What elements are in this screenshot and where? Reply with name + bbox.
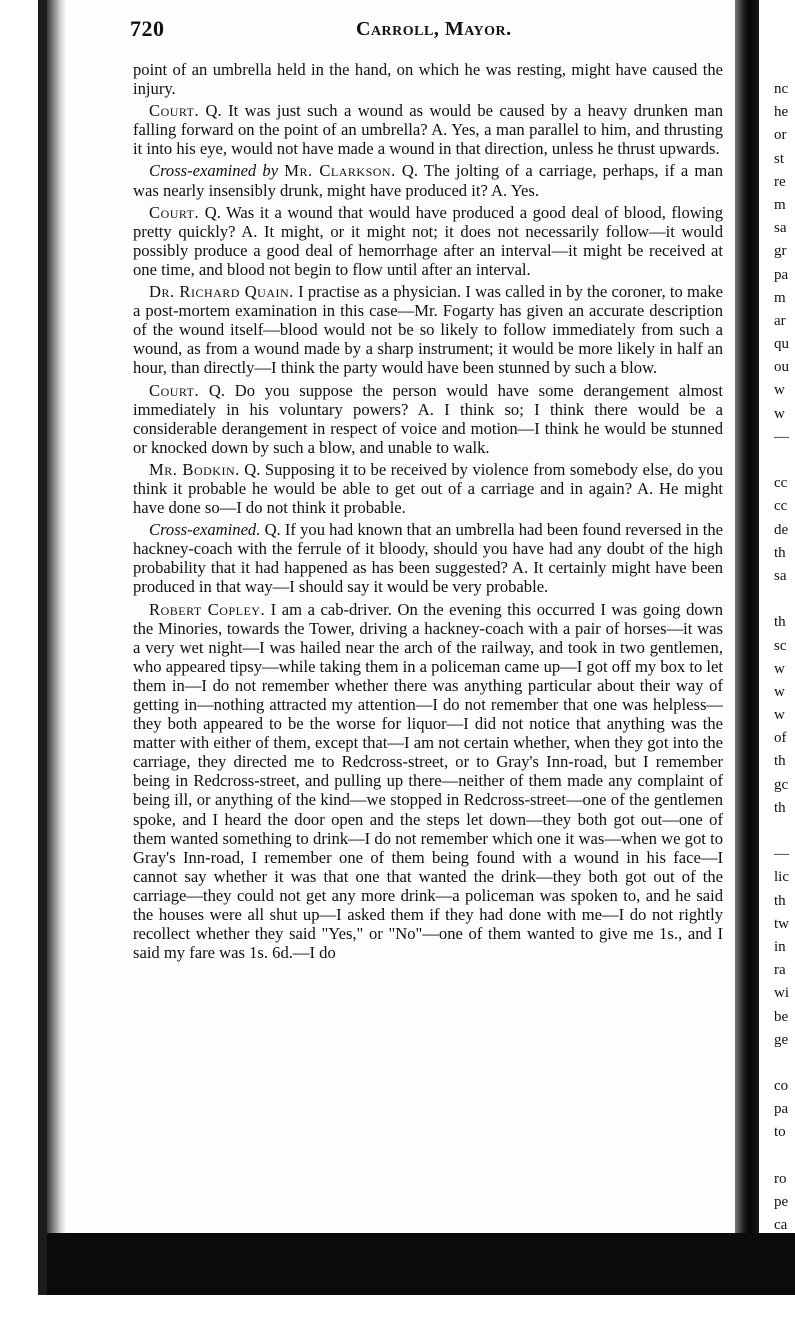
paragraph [133, 600, 723, 963]
paragraph-text: Q. Do you suppose the person would have some derangement almost immediately in his voluntary powers? A. I think so; I think there would be a considerable derangement in respect of voice and motion—I think he would be stunned or knocked down by such a blow, and unable to walk. [133, 380, 723, 457]
paragraph-text: Q. Supposing it to be received by violence from somebody else, do you think it probable he would be able to get out of a carriage and in again? A. He might have done so—I do not think it probable. [133, 459, 723, 518]
speaker-name: Mr. Bodkin. [149, 459, 240, 479]
speaker-name: Court. [149, 101, 200, 121]
facing-fragment: m [774, 196, 786, 213]
book-gutter [735, 0, 759, 1330]
facing-fragment: to [774, 1124, 786, 1141]
facing-fragment: or [774, 127, 787, 144]
facing-fragment: qu [774, 336, 789, 353]
paragraph-text: Q. It was just such a wound as would be caused by a heavy drunken man falling forward on the point of an umbrella? A. Yes, a man parallel to him, and thrusting it into his eye, would not have made a wound in that direction, unless he thrust upwards. [133, 101, 723, 159]
facing-fragment: cc [774, 475, 788, 492]
facing-fragment [774, 820, 795, 843]
facing-fragment: re [774, 173, 786, 190]
facing-fragment [774, 588, 795, 611]
facing-page-fragment [774, 78, 795, 1330]
facing-fragment: ro [774, 1170, 787, 1187]
facing-fragment: m [774, 289, 786, 306]
paragraph-text: Q. If you had known that an umbrella had been found reversed in the hackney-coach with the ferrule of it bloody, should you have had any doubt of the high probability that it had happened as has been suggested? A. It certainly might have been produced in that way—I should say it would be very probable. [133, 520, 723, 597]
running-head: Carroll, Mayor. [356, 18, 512, 40]
paragraph-text: I am a cab-driver. On the evening this occurred I was going down the Minories, towards the Tower, driving a hackney-coach with a pair of horses—it was a very wet night—I was hailed near the arch of the railway, and took in two gentlemen, who appeared tipsy—while taking them in a policeman came up—I got off my box to let them in—I do not remember whether there was anything particular about their way of getting in—nothing attracted my attention—I do not remember that one was helpless—they both appeared to be the worse for liquor—I did not notice that anything was the matter with either of them, except that—I am not certain whether, when they got into the carriage, they directed me to Redcross-street, or to Gray's Inn-road, but I remember being in Redcross-street, and pulling up there—neither of them made any complaint of being ill, or anything of the kind—we stopped in Redcross-street—one of the gentlemen spoke, and I heard the door open and the steps let down—they both got out—one of them wanted something to drink—I do not remember which one it was—when we got to Gray's Inn-road, I remember one of them being found with a wound in his face—I cannot say whether it was that one that wanted the drink—they both got out of the carriage—they could not get any more drink—a policeman was spoken to, and he said the houses were all shut up—I asked them if they had done with me—I do not rightly recollect whether they said "Yes," or "No"—one of them wanted to give me 1s., and I said my fare was 1s. 6d.—I do [133, 599, 724, 963]
facing-fragment: w [774, 707, 785, 724]
facing-fragment: w [774, 660, 785, 677]
scan-bottom-edge [47, 1233, 795, 1295]
paragraph [133, 101, 723, 158]
paragraph [133, 381, 723, 457]
speaker-name: Court. [149, 380, 200, 400]
page-number: 720 [130, 16, 165, 41]
facing-fragment: ra [774, 962, 786, 979]
paragraph-text: Q. Was it a wound that would have produced a good deal of blood, flowing pretty quickly? A. It might, or it might not; it does not necessarily follow—it would possibly produce a good deal of hemorrhage after an interval—it might be received at one time, and blood not begin to flow until after an interval. [133, 202, 723, 279]
facing-fragment: lic [774, 869, 789, 886]
facing-fragment: in [774, 938, 786, 955]
body-text [133, 60, 723, 962]
speaker-name: Robert Copley. [149, 599, 266, 619]
facing-fragment: th [774, 892, 786, 909]
paragraph-text: Q. The jolting of a carriage, perhaps, if a man was nearly insensibly drunk, might have produced it? A. Yes. [133, 161, 723, 200]
paragraph [133, 282, 723, 377]
scan-left-gradient [47, 0, 67, 1330]
paragraph-text: point of an umbrella held in the hand, on which he was resting, might have caused the injury. [133, 60, 723, 99]
facing-fragment: gr [774, 243, 787, 260]
facing-fragment: de [774, 521, 789, 538]
paragraph [133, 60, 723, 98]
facing-fragment: he [774, 104, 789, 121]
facing-fragment: cc [774, 498, 788, 515]
speaker-name: Dr. Richard Quain. [149, 282, 294, 302]
facing-fragment: sa [774, 567, 787, 584]
facing-fragment: — [774, 428, 789, 445]
facing-fragment: gc [774, 776, 789, 793]
speaker-name: Court. [149, 202, 200, 222]
cross-exam-lead: Cross-examined. [149, 520, 261, 540]
paragraph [133, 161, 723, 199]
facing-fragment: st [774, 150, 785, 167]
facing-fragment: be [774, 1008, 789, 1025]
facing-fragment: co [774, 1078, 789, 1095]
paragraph-text: I practise as a physician. I was called in by the coroner, to make a post-mortem examination in this case—Mr. Fogarty has given an accurate description of the wound itself—blood would not be so likely to follow immediately from such a wound, as from a wound made by a sharp instrument; it would be more likely in half an hour, than directly—I think the party would have been stunned by such a blow. [133, 282, 723, 378]
facing-fragment: pa [774, 1101, 789, 1118]
facing-fragment: ge [774, 1031, 789, 1048]
facing-fragment: w [774, 405, 785, 422]
facing-fragment: th [774, 544, 786, 561]
cross-exam-lead: Cross-examined by [149, 161, 285, 181]
facing-fragment: w [774, 382, 785, 399]
facing-fragment: wi [774, 985, 789, 1002]
facing-fragment: th [774, 753, 786, 770]
facing-fragment [774, 449, 795, 472]
facing-fragment: ar [774, 312, 786, 329]
speaker-name: Mr. Clarkson. [284, 161, 396, 181]
facing-fragment: of [774, 730, 787, 747]
facing-fragment: ou [774, 359, 789, 376]
facing-fragment: nc [774, 81, 789, 97]
facing-fragment: sa [774, 220, 787, 237]
facing-fragment: th [774, 799, 786, 816]
page-header [130, 16, 730, 46]
scan-bottom-margin [0, 1295, 795, 1330]
scan-left-shadow [38, 0, 47, 1330]
paragraph [133, 460, 723, 517]
scan-left-edge [0, 0, 47, 1330]
facing-fragment: ca [774, 1217, 788, 1234]
facing-fragment: pa [774, 266, 789, 283]
facing-fragment [774, 1145, 795, 1168]
facing-fragment: pe [774, 1194, 789, 1210]
facing-fragment [774, 1052, 795, 1075]
facing-fragment: th [774, 614, 786, 631]
facing-fragment: — [774, 846, 789, 863]
facing-fragment: tw [774, 915, 789, 932]
facing-fragment: w [774, 683, 785, 700]
facing-fragment: sc [774, 637, 787, 654]
paragraph [133, 520, 723, 596]
paragraph [133, 203, 723, 279]
